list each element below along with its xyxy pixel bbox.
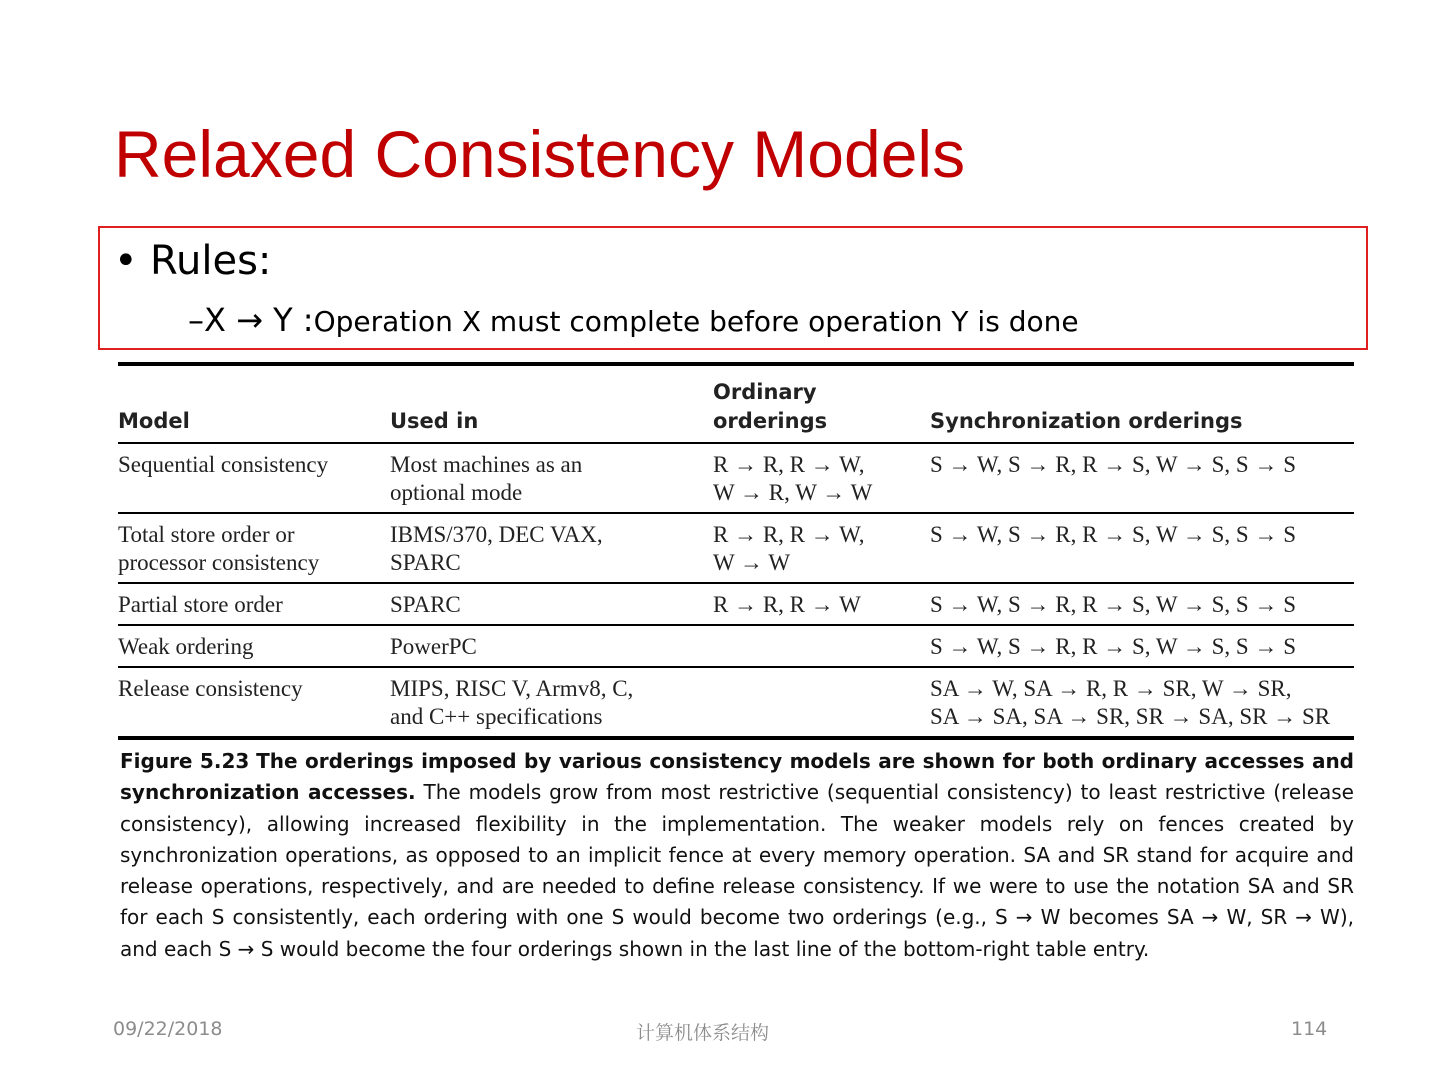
cell-model-line: Weak ordering [118, 634, 254, 659]
caption-bold-text: The orderings imposed by various consistency models are shown for both ordinary accesses and synchronization accesses. [120, 749, 1354, 805]
cell-used-in [390, 443, 713, 513]
caption-body: The models grow from most restrictive (sequential consistency) to least restrictive (release consistency), allowing increased flexibility in the implementation. The weaker models rely on fences created by synchronization operations, as opposed to an implicit fence at every memory operation. SA and SR stand for acquire and release operations, respectively, and are needed to define release consistency. If we were to use the notation SA and SR for each S consistently, each ordering with one S would become two orderings (e.g., S → W becomes SA → W, SR → W), and each S → S would become the four orderings shown in the last line of the bottom-right table entry. [120, 780, 1354, 961]
bullet-rules [114, 236, 271, 286]
table-row [118, 583, 1354, 625]
sub-bullet-dash: – [188, 301, 204, 339]
header-ordinary: Ordinary orderings [713, 380, 828, 433]
cell-used-in-line: optional mode [390, 480, 523, 505]
bullet-dot-icon: • [114, 238, 138, 284]
cell-sync-line: SA → SA, SA → SR, SR → SA, SR → SR [930, 704, 1331, 729]
table-row [118, 667, 1354, 736]
cell-ordinary-line: R → R, R → W, [713, 522, 865, 547]
cell-used-in [390, 513, 713, 583]
cell-used-in-line: Most machines as an [390, 452, 583, 477]
rule-relation: X → Y : [204, 301, 314, 339]
rules-box [98, 226, 1368, 350]
cell-model-line: Partial store order [118, 592, 283, 617]
header-sync: Synchronization orderings [930, 409, 1243, 433]
rule-description: Operation X must complete before operation Y is done [313, 305, 1079, 338]
cell-model-line: Sequential consistency [118, 452, 329, 477]
cell-sync [930, 443, 1354, 513]
cell-used-in-line: MIPS, RISC V, Armv8, C, [390, 676, 634, 701]
cell-used-in [390, 625, 713, 667]
table-bottom-rule [118, 736, 1354, 740]
cell-ordinary [713, 583, 930, 625]
cell-ordinary-line: W → W [713, 550, 791, 575]
cell-used-in [390, 583, 713, 625]
cell-ordinary-line: R → R, R → W [713, 592, 861, 617]
table-row [118, 513, 1354, 583]
bullet-label: Rules: [150, 238, 272, 284]
cell-sync [930, 625, 1354, 667]
table-row [118, 443, 1354, 513]
cell-sync-line: S → W, S → R, R → S, W → S, S → S [930, 452, 1296, 477]
cell-sync [930, 583, 1354, 625]
orderings-table [118, 362, 1354, 740]
cell-model-line: Release consistency [118, 676, 303, 701]
slide-title: Relaxed Consistency Models [114, 117, 966, 191]
cell-ordinary [713, 667, 930, 736]
cell-used-in-line: PowerPC [390, 634, 477, 659]
cell-used-in [390, 667, 713, 736]
cell-model [118, 667, 390, 736]
cell-model [118, 583, 390, 625]
figure-caption [120, 746, 1354, 965]
cell-sync-line: S → W, S → R, R → S, W → S, S → S [930, 634, 1296, 659]
cell-model [118, 443, 390, 513]
cell-used-in-line: SPARC [390, 550, 461, 575]
cell-ordinary-line: W → R, W → W [713, 480, 873, 505]
cell-sync [930, 667, 1354, 736]
cell-model [118, 513, 390, 583]
cell-ordinary [713, 513, 930, 583]
cell-model-line: processor consistency [118, 550, 320, 575]
cell-ordinary [713, 625, 930, 667]
cell-ordinary [713, 443, 930, 513]
cell-ordinary-line: R → R, R → W, [713, 452, 865, 477]
table-row [118, 625, 1354, 667]
header-used-in: Used in [390, 409, 479, 433]
header-model: Model [118, 409, 190, 433]
footer-page-number: 114 [1291, 1018, 1328, 1040]
sub-bullet-rule [188, 298, 1079, 348]
footer-date: 09/22/2018 [113, 1018, 223, 1040]
cell-sync [930, 513, 1354, 583]
cell-model [118, 625, 390, 667]
cell-used-in-line: and C++ specifications [390, 704, 603, 729]
cell-used-in-line: SPARC [390, 592, 461, 617]
footer-course-name: 计算机体系结构 [636, 1022, 770, 1044]
caption-label: Figure 5.23 [120, 749, 250, 773]
cell-used-in-line: IBMS/370, DEC VAX, [390, 522, 603, 547]
cell-sync-line: SA → W, SA → R, R → SR, W → SR, [930, 676, 1292, 701]
cell-sync-line: S → W, S → R, R → S, W → S, S → S [930, 522, 1296, 547]
cell-model-line: Total store order or [118, 522, 295, 547]
cell-sync-line: S → W, S → R, R → S, W → S, S → S [930, 592, 1296, 617]
